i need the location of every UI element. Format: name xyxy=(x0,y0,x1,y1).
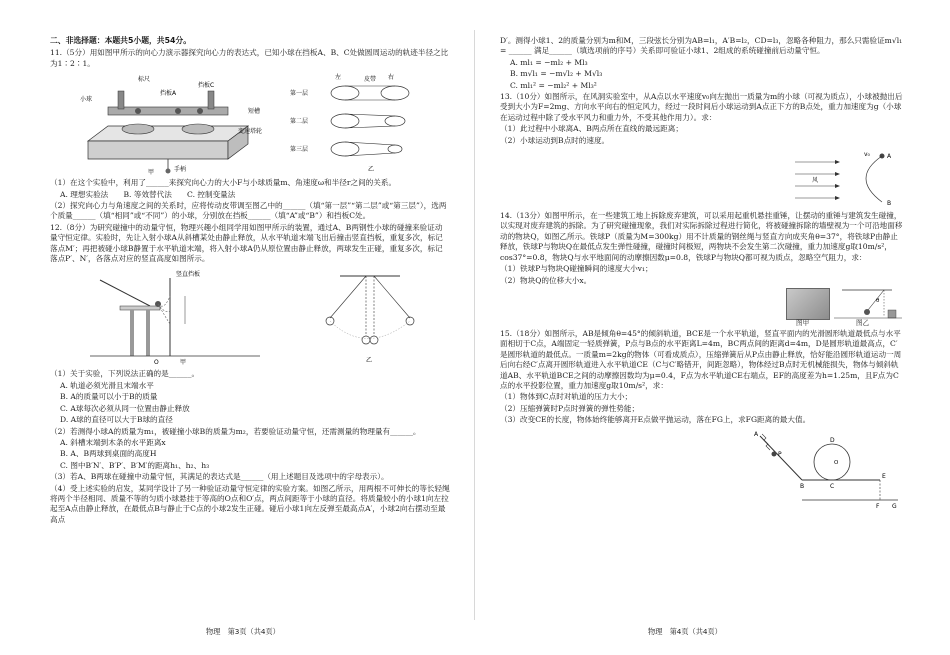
fig2-label-layer1: 第一层 xyxy=(290,90,309,98)
q11-sub1: （1）在这个实验中，利用了______来探究向心力的大小F与小球质量m、角速度ω和半径r之间的关系。 xyxy=(50,178,397,188)
q14-stem: 14.（13分）如图甲所示，在一些建筑工地上拆除废弃建筑，可以采用起重机悬挂重锤，让摆动的重锤与建筑发生碰撞，以实现对废弃建筑的拆除。为了研究碰撞现象，我们对实际拆除过程进行简化，将被碰撞拆除的墙壁视为一个可沿地面移动的物块Q，如图乙所示。铁球P（质量为M=300kg）用不计质量的钢丝绳与竖直方向成夹角θ=37°，将铁球P由静止释放，铁球P与物块Q在最低点发生弹性碰撞，碰撞时间极短，两物块不会发生第二次碰撞，重力加速度g取10m/s²，cos37°=0.8，物块Q与水平地面间的动摩擦因数μ=0.8，铁球P与物块Q都可视为质点，忽略空气阻力，求： xyxy=(500,211,903,262)
centripetal-apparatus-figure xyxy=(78,71,268,175)
fig-label-ball: 小球 xyxy=(80,96,93,104)
q12-sub1: （1）关于实验，下列说法正确的是______。 xyxy=(50,369,200,379)
fig2-label-right: 右 xyxy=(388,74,395,82)
q11-stem: 11.（5分）用如图甲所示的向心力演示器探究向心力的表达式，已知小球在挡板A、B、C处做圆周运动的轨迹半径之比为1∶2∶1。 xyxy=(50,48,449,68)
fig-label-g: G xyxy=(892,502,897,510)
right-column xyxy=(500,36,904,513)
fig2-label-layer3: 第三层 xyxy=(290,146,309,154)
fig2-label-layer2: 第二层 xyxy=(290,118,309,126)
fig-label-wind: 风 xyxy=(812,177,819,185)
fig-label-standard-ruler: 标尺 xyxy=(138,76,151,84)
q12-sub1-opt-c: C. A球每次必须从同一位置由静止释放 xyxy=(60,403,190,413)
fig-label-diagram: 图乙 xyxy=(856,318,870,327)
fig-label-q12-yi: 乙 xyxy=(366,357,373,365)
column-divider xyxy=(474,30,475,620)
fig-label-f: F xyxy=(876,502,880,510)
q11-figures xyxy=(50,71,450,175)
q12-sub1-opt-b: B. A的质量可以小于B的质量 xyxy=(60,392,158,402)
fig-label-p: P xyxy=(778,450,782,458)
q12-continued: D′。测得小球1、2的质量分别为m和M，三段弦长分别为AB=l₁，A′B=l₂，CD=l₃，忽略各种阻力，那么只需验证m√l₁ = ______ 满足______（填选项前的序号）关系即可验证小球1、2组成的系统碰撞前后动量守恒。 xyxy=(500,36,903,56)
q12-sub2-opt-b: B. A、B两球到桌面的高度H xyxy=(60,449,157,459)
fig-label-o: O xyxy=(834,459,839,466)
fig-label-c: C xyxy=(830,482,835,490)
q15-stem: 15.（18分）如图所示，AB是倾角θ=45°的倾斜轨道，BCE是一个水平轨道，竖直平面内的光滑圆形轨道最低点与水平面相切于C点，A端固定一轻质弹簧，P点与B点的水平距离L=4m，BC两点间的距离d=4m，D是圆形轨道最高点，C′是圆形轨道的最低点。一质量m=2kg的物体（可看成质点），压缩弹簧后从P点由静止释放，恰好能沿圆形轨道运动一周后向右经C′点离开圆形轨道进入水平轨道CE（C与C′略错开，间距忽略），物体经过B点时无机械能损失，物体与倾斜轨道AB、水平轨道BCE之间的动摩擦因数均为μ=0.4，F点为水平轨道CE右端点，EF的高度差为h=1.25m，且F点为C点的水平投影位置，重力加速度g取10m/s²，求： xyxy=(500,328,902,390)
fig-label-v0: v₀ xyxy=(864,151,870,159)
collision-apparatus-figure xyxy=(90,266,280,366)
q13-figure-area xyxy=(500,148,904,208)
q12-sub2-opt-c: C. 图中B′N′、B′P′、B′M′的距离h₁、h₂、h₃ xyxy=(60,460,210,470)
q13-stem: 13.（10分）如图所示，在风洞实验室中，从A点以水平速度v₀向左抛出一质量为m的小球（可视为质点），小球被抛出后受到大小为F=2mg、方向水平向右的恒定风力，经过一段时间后小球运动到A点正下方的B点处，重力加速度为g（小球在运动过程中除了受水平风力和重力外，不受其他作用力）。求： xyxy=(500,92,903,122)
q12-figures xyxy=(50,266,450,366)
q12-sub3: （3）若A、B两球在碰撞中动量守恒，其满足的表达式是______（用上述题目及选项中的字母表示）。 xyxy=(50,472,389,482)
fig-label-short-slot: 短槽 xyxy=(248,108,261,116)
q12-sub4: （4）受上述实验的启发，某同学设计了另一种验证动量守恒定律的实验方案。如图乙所示，用两根不可伸长的等长轻绳将两个半径相同、质量不等的匀质小球悬挂于等高的O点和O′点，两点间距等于小球的直径。将质量较小的小球1向左拉起至A点由静止释放，在最低点B与静止于C点的小球2发生正碰。碰后小球1向左反弹至最高点A′，小球2向右摆动至最高点 xyxy=(50,483,450,524)
fig-label-baffle-c: 挡板C xyxy=(198,82,215,90)
q15-sub3: （3）改变CE的长度，物体始终能够离开E点做平抛运动，落在FG上，求FG距离的最大值。 xyxy=(500,415,811,425)
fig2-label-left: 左 xyxy=(335,74,342,82)
q12-cont-opt-b: B. m√l₁ = −m√l₂ + M√l₃ xyxy=(510,69,603,79)
fig-label-b: B xyxy=(800,482,805,490)
q14-sub1: （1）铁球P与物块Q碰撞瞬间的速度大小v₁； xyxy=(500,264,653,274)
q11-sub2: （2）探究向心力与角速度之间的关系时，应将传动皮带调至图乙中的______（填“第一层”“第二层”或“第三层”），选两个质量______（填“相同”或“不同”）的小球，分别放在挡板______（填“A”或“B”）和挡板C处。 xyxy=(50,201,447,221)
q11-sub1-options: A. 理想实验法 B. 等效替代法 C. 控制变量法 xyxy=(60,189,236,199)
q13-sub1: （1）此过程中小球离A、B两点所在直线的最远距离； xyxy=(500,124,683,134)
demolition-photo xyxy=(786,288,830,320)
q12-sub1-opt-d: D. A球的直径可以大于B球的直径 xyxy=(60,415,173,425)
fig-label-variable-pulley: 变速塔轮 xyxy=(238,128,263,136)
q15-figure-area xyxy=(500,428,904,510)
fig-label-jia: 甲 xyxy=(148,169,155,176)
fig-label-point-b: B xyxy=(887,200,892,208)
pendulum-figure xyxy=(300,266,440,366)
fig2-label-belt: 皮带 xyxy=(364,76,377,84)
fig-label-theta: θ xyxy=(876,297,880,304)
fig-label-d: D xyxy=(830,436,835,444)
q14-figure-area xyxy=(500,288,904,326)
fig-label-photo: 图甲 xyxy=(796,318,810,327)
section-title: 二、非选择题：本题共5小题，共54分。 xyxy=(50,36,192,45)
fig-label-point-a: A xyxy=(887,153,892,161)
fig-label-e: E xyxy=(882,472,886,480)
left-column xyxy=(50,36,450,526)
fig-label-baffle-a: 挡板A xyxy=(160,90,177,98)
q12-sub2-opt-a: A. 斜槽末端到木条的水平距离x xyxy=(60,437,166,447)
q14-sub2: （2）物块Q的位移大小x。 xyxy=(500,275,592,285)
q12-stem: 12.（8分）为研究碰撞中的动量守恒，物理兴趣小组同学用如图甲所示的装置，通过A、B两钢性小球的碰撞来验证动量守恒定律。实验时，先让入射小球A从斜槽某处由静止释放，从水平轨道末端飞出后撞击竖直挡板，重复多次，标记落点M′；再把被碰小球B静置于水平轨道末端，将入射小球A仍从原位置由静止释放，两球发生正碰，重复多次，标记落点P′、N′，各落点对应的竖直高度如图所示。 xyxy=(50,222,443,264)
pulley-layers-figure xyxy=(290,71,440,175)
q13-sub2: （2）小球运动到B点时的速度。 xyxy=(500,135,610,145)
q12-cont-opt-c: C. ml₁² = −ml₂² + Ml₃² xyxy=(510,80,597,90)
q15-sub1: （1）物体到C点时对轨道的压力大小； xyxy=(500,392,633,402)
wind-tunnel-figure xyxy=(790,148,900,208)
fig-label-a: A xyxy=(754,430,759,438)
q12-sub1-opt-a: A. 轨道必须光滑且末端水平 xyxy=(60,380,154,390)
footer-left: 物理 第3页（共4页） xyxy=(206,627,280,636)
q15-sub2: （2）压缩弹簧时P点时弹簧的弹性势能； xyxy=(500,403,640,413)
q12-sub2: （2）若测得小球A的质量为m₁，被碰撞小球B的质量为m₂，若要验证动量守恒，还需测量的物理量有______。 xyxy=(50,426,421,436)
fig-label-vertical-board: 竖直挡板 xyxy=(176,271,201,279)
track-figure xyxy=(740,428,900,510)
fig-label-origin-o: O xyxy=(154,359,159,367)
fig2-label-yi: 乙 xyxy=(368,166,375,174)
q12-cont-opt-a: A. ml₁ = −ml₂ + Ml₃ xyxy=(510,57,588,67)
fig-label-handle: 手柄 xyxy=(174,166,187,174)
footer-right: 物理 第4页（共4页） xyxy=(648,627,722,636)
fig-label-q12-jia: 甲 xyxy=(180,359,187,367)
